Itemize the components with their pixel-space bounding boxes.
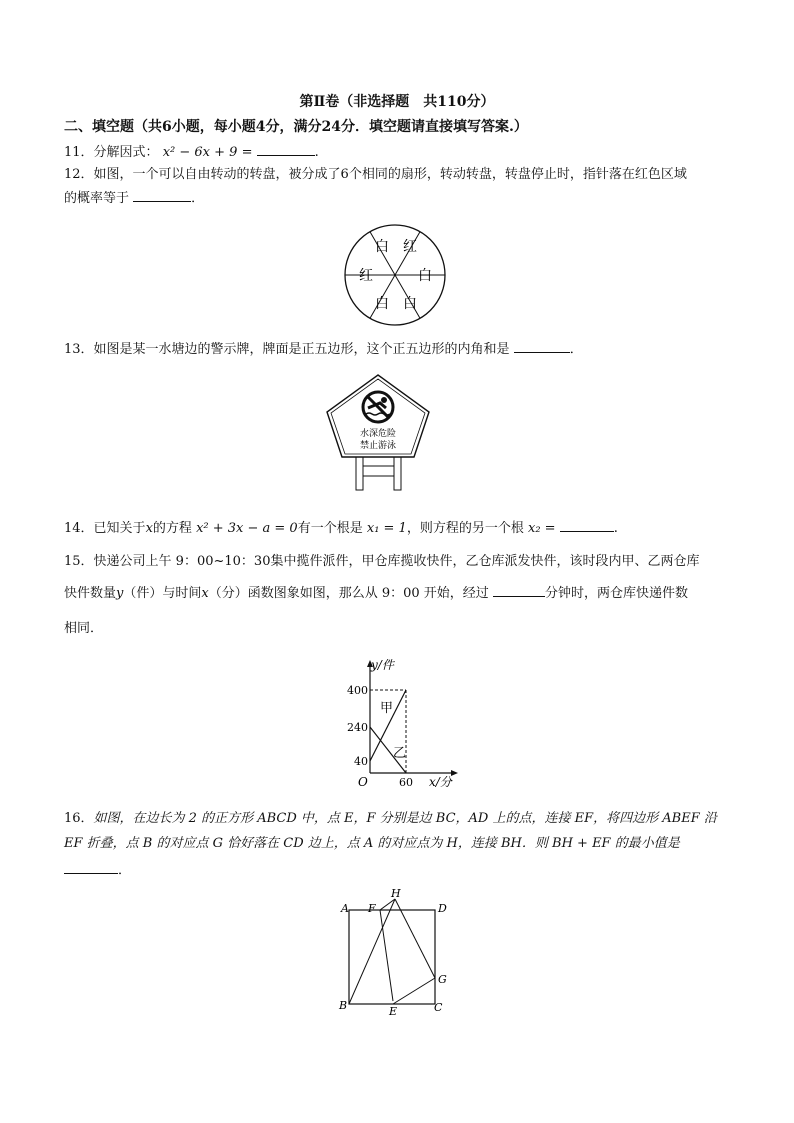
tick-label-60: 60 [399,776,413,789]
question-15-line1: 15．快递公司上午 9：00~10：30集中揽件派件，甲仓库揽收快件，乙仓库派发快件，该时段内甲、乙两仓库 [64,554,700,569]
question-16-line3: ． [64,861,131,881]
sector-label: 白 [418,268,432,284]
q12-answer-blank[interactable] [133,189,191,202]
question-15-line2: 快件数量y（件）与时间x（分）函数图象如图，那么从 9：00 开始，经过 分钟时，两仓库快递件数 [64,586,688,601]
fill-in-section-heading: 二、填空题（共6小题，每小题4分，满分24分．填空题请直接填写答案.） [64,119,528,135]
x-axis-arrow-icon [451,770,458,776]
swimmer-head-icon [381,397,387,403]
question-16-line2: EF 折叠，点 B 的对应点 G 恰好落在 CD 边上，点 A 的对应点为 H，连接 BH．则 BH + EF 的最小值是 [64,836,680,851]
tick-label-40: 40 [354,755,368,768]
function-graph-figure [340,657,465,792]
segment-ef [380,910,393,1001]
point-label-g: G [438,973,447,986]
sector-label: 红 [359,268,373,284]
sector-label: 红 [403,239,417,255]
point-label-c: C [434,1001,443,1014]
question-14: 14．已知关于x的方程 x² + 3x − a = 0有一个根是 x₁ = 1，则方程的另一个根 x₂ = . [64,521,618,536]
sector-label: 白 [375,239,389,255]
square-abcd [349,910,435,1004]
point-label-f: F [368,902,376,915]
origin-label: O [358,775,368,789]
point-label-b: B [339,999,348,1012]
sector-label: 白 [403,296,417,312]
sign-text-line2: 禁止游泳 [359,441,397,451]
tick-label-240: 240 [347,721,368,734]
square-fold-figure [335,884,455,1019]
point-label-e: E [389,1005,398,1018]
sign-text-line1: 水深危险 [359,429,397,439]
q11-answer-blank[interactable] [257,143,315,156]
sector-label: 白 [375,296,389,312]
y-axis-label: y/件 [371,658,394,672]
q11-expression: x² − 6x + 9 = [162,145,253,160]
q13-answer-blank[interactable] [514,340,570,353]
warning-sign-figure [322,372,434,494]
sign-post-left [356,454,363,490]
q14-equation: x² + 3x − a = 0 [196,521,298,536]
sign-post-right [394,454,401,490]
question-12-line1: 12．如图，一个可以自由转动的转盘，被分成了6个相同的扇形，转动转盘，转盘停止时，指针落在红色区域 [64,167,687,182]
q14-answer-blank[interactable] [560,519,614,532]
point-label-a: A [341,902,349,915]
question-12-line2: 的概率等于 ． [64,191,205,206]
series-label-jia: 甲 [380,701,394,716]
q16-answer-blank[interactable] [64,861,118,874]
segment-eg [393,978,435,1004]
series-label-yi: 乙 [393,746,407,761]
x-axis-label: x/分 [429,775,452,789]
point-label-h: H [391,887,401,900]
tick-label-400: 400 [347,684,368,697]
paper-section-title: 第Ⅱ卷（非选择题 共110分） [299,94,495,110]
segment-hg [395,899,435,978]
question-16-line1: 16．如图，在边长为 2 的正方形 ABCD 中，点 E，F 分别是边 BC，AD 上的点，连接 EF，将四边形 ABEF 沿 [64,811,717,826]
q14-root: x₁ = 1 [366,521,407,536]
spinner-figure [340,220,450,330]
question-13: 13．如图是某一水塘边的警示牌，牌面是正五边形，这个正五边形的内角和是 ． [64,342,583,357]
q15-answer-blank[interactable] [493,584,545,597]
point-label-d: D [438,902,447,915]
question-15-line3: 相同． [64,621,104,636]
question-11: 11．分解因式： x² − 6x + 9 = . [64,145,319,160]
